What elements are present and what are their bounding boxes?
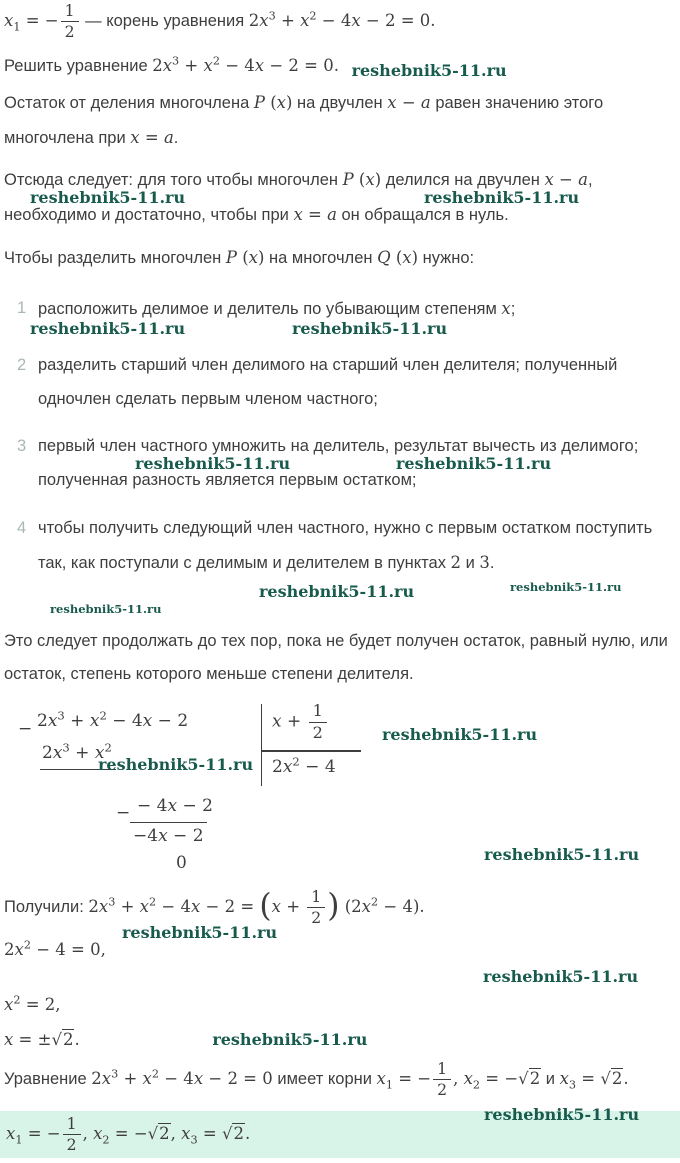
divisor: x + $\frac{1}{2}$: [272, 702, 329, 742]
factorization-result-block: [4, 887, 676, 943]
long-division-block: [4, 702, 676, 882]
watermark: reshebnik5-11.ru: [351, 61, 507, 81]
divide-howto-text: Чтобы разделить многочлен P (x) на многочлен Q (x) нужно:: [4, 248, 475, 268]
remainder-theorem-text: Остаток от деления многочлена P (x) на двучлен x − a равен значению этого многочлена при x = a.: [4, 92, 604, 147]
step-text: чтобы получить следующий член частного, нужно с первым остатком поступить так, как поступали с делимым и делителем в пунктах 2 и 3.: [38, 518, 653, 572]
equation-1: $2x^2 - 4 = 0$,: [4, 938, 106, 960]
step-number: 4: [17, 518, 27, 537]
watermark: reshebnik5-11.ru: [122, 923, 278, 943]
step-item-3: [4, 430, 676, 498]
equation-3-text: x = ±√2.: [4, 1029, 80, 1049]
continue-note-text: Это следует продолжать до тех пор, пока не будет получен остаток, равный нулю, или остаток, степень которого меньше степени делителя.: [4, 631, 668, 684]
watermark: reshebnik5-11.ru: [98, 755, 254, 775]
corollary-block: [4, 163, 676, 233]
watermark: reshebnik5-11.ru: [382, 725, 538, 745]
subtraction-minus-sign: −: [18, 719, 33, 740]
dividend: $2x^3 + x^2 - 4x - 2$: [37, 708, 189, 732]
watermark: reshebnik5-11.ru: [396, 454, 552, 474]
task-line: [4, 49, 676, 84]
watermark: reshebnik5-11.ru: [30, 188, 186, 208]
step-item-4: [4, 512, 676, 581]
factorization-result-text: Получили: $2x^3 + x^2 - 4x - 2 = (x$ + $\frac{1}{2}$ ) $(2x^2 - 4)$.: [4, 887, 425, 928]
step-text: разделить старший член делимого на старший член делителя; полученный одночлен сделать первым членом частного;: [38, 355, 618, 408]
subtracted-term-1: $2x^3 + x^2$: [40, 742, 116, 770]
subtraction-minus-sign: −: [116, 803, 131, 824]
watermark: reshebnik5-11.ru: [292, 318, 448, 338]
watermark-row: [4, 968, 676, 988]
final-remainder-zero: 0: [176, 853, 187, 874]
step-number: 2: [17, 355, 27, 374]
step-text: расположить делимое и делитель по убывающим степеням x;: [38, 298, 516, 318]
watermark: reshebnik5-11.ru: [212, 1029, 368, 1049]
first-remainder: − 4x − 2: [137, 796, 213, 817]
subtracted-term-2: −4x − 2: [130, 822, 207, 847]
watermark: reshebnik5-11.ru: [484, 1104, 640, 1124]
conclusion-block: [4, 1058, 676, 1124]
equation-3: [4, 1023, 676, 1058]
watermark: reshebnik5-11.ru: [50, 601, 162, 616]
corollary-line-2: необходимо и достаточно, чтобы при x = a он обращался в нуль.: [4, 205, 509, 225]
watermark-row-block: [4, 581, 676, 621]
division-horizontal-bar: [261, 750, 361, 751]
division-vertical-bar: [261, 704, 262, 786]
step-number: 3: [17, 437, 27, 456]
step-item-2: [4, 349, 676, 417]
quotient: $2x^2 - 4$: [272, 754, 336, 778]
watermark: reshebnik5-11.ru: [259, 581, 415, 601]
watermark: reshebnik5-11.ru: [510, 579, 622, 594]
watermark: reshebnik5-11.ru: [484, 845, 640, 865]
watermark: reshebnik5-11.ru: [30, 318, 186, 338]
task-text: Решить уравнение $2x^3 + x^2 - 4x - 2 = 0$.: [4, 54, 339, 76]
given-root-line: $x_1$ = − $\frac{1}{2}$ — корень уравнения $2x^3 + x^2 - 4x - 2 = 0$.: [4, 1, 436, 42]
step-number: 1: [17, 298, 27, 317]
step-text: первый член частного умножить на делитель, результат вычесть из делимого; полученная разность является первым остатком;: [38, 437, 639, 490]
corollary-line-1: Отсюда следует: для того чтобы многочлен P (x) делился на двучлен x − a,: [4, 170, 593, 190]
watermark: reshebnik5-11.ru: [483, 967, 639, 987]
watermark: reshebnik5-11.ru: [135, 454, 291, 474]
step-item-1: [4, 292, 676, 338]
steps-list: [4, 292, 676, 621]
equation-2: $x^2 = 2$,: [4, 993, 61, 1015]
final-answer-text: $x_1$ = − $\frac{1}{2}$ , $x_2 = -√2$, $x_3 = √2$.: [6, 1113, 251, 1154]
watermark: reshebnik5-11.ru: [424, 188, 580, 208]
conclusion-text: Уравнение $2x^3 + x^2 - 4x - 2 = 0$ имеет корни $x_1$ = − $\frac{1}{2}$ , $x_2 = -√2$ и $x_3 = √2$.: [4, 1058, 629, 1099]
